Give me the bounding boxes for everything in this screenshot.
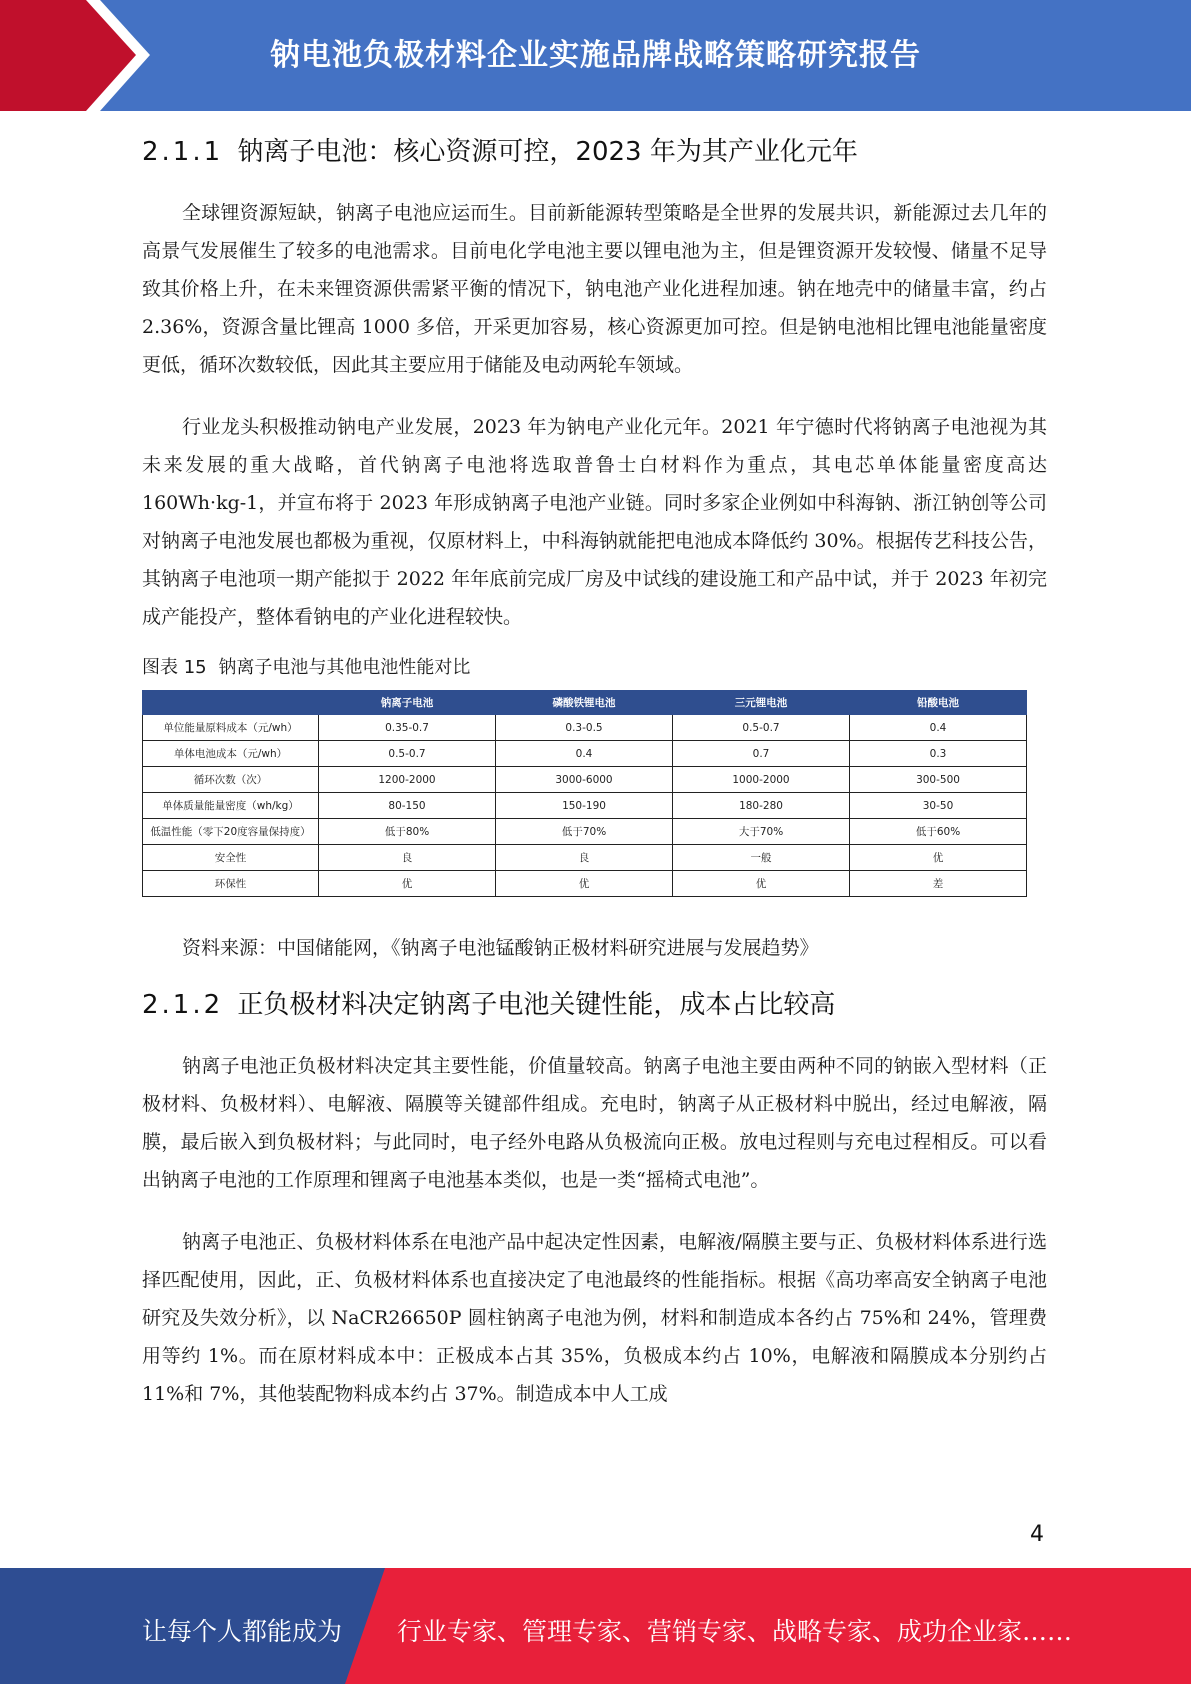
- column-header: 钠离子电池: [319, 691, 496, 715]
- header-arrow-decoration: [0, 0, 200, 111]
- table-cell: 0.4: [496, 741, 673, 767]
- figure-number: 15: [183, 657, 207, 678]
- table-cell: 150-190: [496, 793, 673, 819]
- footer-slogan-left: 让每个人都能成为: [142, 1617, 343, 1646]
- table-cell: 差: [850, 871, 1027, 897]
- page-number: 4: [1030, 1522, 1044, 1547]
- table-cell: 0.7: [673, 741, 850, 767]
- row-header: 低温性能（零下20度容量保持度）: [143, 819, 319, 845]
- table-cell: 良: [319, 845, 496, 871]
- table-row: [143, 845, 1027, 871]
- table-cell: 优: [673, 871, 850, 897]
- table-cell: 低于70%: [496, 819, 673, 845]
- table-cell: 80-150: [319, 793, 496, 819]
- table-cell: 0.3-0.5: [496, 715, 673, 741]
- table-cell: 0.5-0.7: [319, 741, 496, 767]
- column-header: 磷酸铁锂电池: [496, 691, 673, 715]
- table-cell: 大于70%: [673, 819, 850, 845]
- footer-slogan-right: 行业专家、管理专家、营销专家、战略专家、成功企业家……: [397, 1617, 1073, 1646]
- figure-source: 资料来源：中国储能网，《钠离子电池锰酸钠正极材料研究进展与发展趋势》: [182, 937, 819, 959]
- table-cell: 1200-2000: [319, 767, 496, 793]
- column-header: [143, 691, 319, 715]
- table-cell: 优: [850, 845, 1027, 871]
- table-cell: 低于80%: [319, 819, 496, 845]
- table-row: [143, 819, 1027, 845]
- table-row: [143, 793, 1027, 819]
- row-header: 单位能量原料成本（元/wh）: [143, 715, 319, 741]
- table-cell: 0.35-0.7: [319, 715, 496, 741]
- section-title: 钠离子电池：核心资源可控，2023 年为其产业化元年: [237, 137, 858, 167]
- section-number: 2.1.1: [142, 137, 224, 167]
- column-header: 铅酸电池: [850, 691, 1027, 715]
- paragraph: 行业龙头积极推动钠电产业发展，2023 年为钠电产业化元年。2021 年宁德时代将钠离子电池视为其未来发展的重大战略，首代钠离子电池将选取普鲁士白材料作为重点，其电芯单体能量密度高达 160Wh·kg-1，并宣布将于 2023 年形成钠离子电池产业链。同时多家企业例如中科海钠、浙江钠创等公司对钠离子电池发展也都极为重视，仅原材料上，中科海钠就能把电池成本降低约 30%。根据传艺科技公告，其钠离子电池项一期产能拟于 2022 年年底前完成厂房及中试线的建设施工和产品中试，并于 2023 年初完成产能投产，整体看钠电的产业化进程较快。: [142, 416, 1047, 628]
- table-cell: 良: [496, 845, 673, 871]
- table-cell: 3000-6000: [496, 767, 673, 793]
- report-title: 钠电池负极材料企业实施品牌战略策略研究报告: [270, 38, 921, 73]
- table-row: [143, 741, 1027, 767]
- figure-title: 钠离子电池与其他电池性能对比: [218, 657, 471, 678]
- table-row: [143, 871, 1027, 897]
- section-heading-2-1-1: [142, 132, 1047, 172]
- row-header: 安全性: [143, 845, 319, 871]
- paragraph: 全球锂资源短缺，钠离子电池应运而生。目前新能源转型策略是全世界的发展共识，新能源过去几年的高景气发展催生了较多的电池需求。目前电化学电池主要以锂电池为主，但是锂资源开发较慢、储量不足导致其价格上升，在未来锂资源供需紧平衡的情况下，钠电池产业化进程加速。钠在地壳中的储量丰富，约占 2.36%，资源含量比锂高 1000 多倍，开采更加容易，核心资源更加可控。但是钠电池相比锂电池能量密度更低，循环次数较低，因此其主要应用于储能及电动两轮车领域。: [142, 202, 1047, 376]
- page-footer: [0, 1568, 1191, 1684]
- table-cell: 1000-2000: [673, 767, 850, 793]
- table-cell: 0.4: [850, 715, 1027, 741]
- table-cell: 180-280: [673, 793, 850, 819]
- row-header: 单体质量能量密度（wh/kg）: [143, 793, 319, 819]
- table-cell: 30-50: [850, 793, 1027, 819]
- battery-comparison-table: [142, 690, 1027, 897]
- paragraph: 钠离子电池正、负极材料体系在电池产品中起决定性因素，电解液/隔膜主要与正、负极材料体系进行选择匹配使用，因此，正、负极材料体系也直接决定了电池最终的性能指标。根据《高功率高安全钠离子电池研究及失效分析》，以 NaCR26650P 圆柱钠离子电池为例，材料和制造成本各约占 75%和 24%，管理费用等约 1%。而在原材料成本中：正极成本占其 35%，负极成本约占 10%，电解液和隔膜成本分别约占 11%和 7%，其他装配物料成本约占 37%。制造成本中人工成: [142, 1231, 1047, 1405]
- table-header-row: [143, 691, 1027, 715]
- table-cell: 300-500: [850, 767, 1027, 793]
- table-row: [143, 715, 1027, 741]
- row-header: 单体电池成本（元/wh）: [143, 741, 319, 767]
- table-row: [143, 767, 1027, 793]
- page-header: [0, 0, 1191, 111]
- row-header: 循环次数（次）: [143, 767, 319, 793]
- table-cell: 一般: [673, 845, 850, 871]
- figure-label: 图表: [142, 657, 178, 678]
- column-header: 三元锂电池: [673, 691, 850, 715]
- table-cell: 低于60%: [850, 819, 1027, 845]
- paragraph: 钠离子电池正负极材料决定其主要性能，价值量较高。钠离子电池主要由两种不同的钠嵌入型材料（正极材料、负极材料）、电解液、隔膜等关键部件组成。充电时，钠离子从正极材料中脱出，经过电解液，隔膜，最后嵌入到负极材料；与此同时，电子经外电路从负极流向正极。放电过程则与充电过程相反。可以看出钠离子电池的工作原理和锂离子电池基本类似，也是一类“摇椅式电池”。: [142, 1055, 1047, 1191]
- table-cell: 优: [496, 871, 673, 897]
- section-number: 2.1.2: [142, 990, 224, 1020]
- figure-caption: [142, 654, 1047, 682]
- table-cell: 优: [319, 871, 496, 897]
- table-cell: 0.5-0.7: [673, 715, 850, 741]
- section-title: 正负极材料决定钠离子电池关键性能，成本占比较高: [237, 990, 836, 1020]
- table-cell: 0.3: [850, 741, 1027, 767]
- page-content: [142, 128, 1047, 1413]
- section-heading-2-1-2: [142, 985, 1047, 1025]
- row-header: 环保性: [143, 871, 319, 897]
